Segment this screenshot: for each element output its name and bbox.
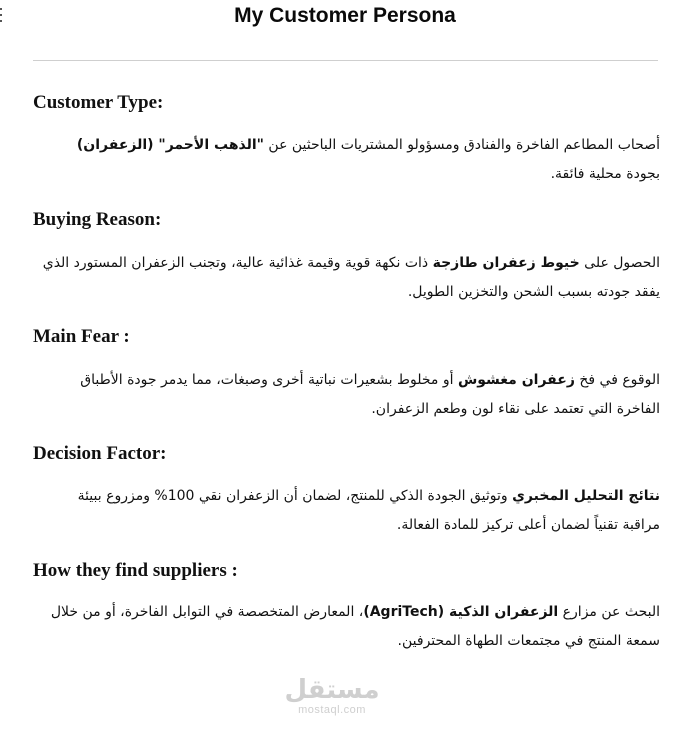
heading-find-suppliers: How they find suppliers : (33, 560, 238, 581)
text-run: أصحاب المطاعم الفاخرة والفنادق ومسؤولو المشتريات الباحثين عن (263, 137, 660, 153)
text-run: بجودة محلية فائقة. (550, 166, 660, 182)
watermark-logo: مستقل (284, 675, 380, 705)
text-run: الوقوع في فخ (574, 372, 660, 388)
bold-run: خيوط زعفران طازجة (432, 255, 580, 271)
paragraph-customer-type (40, 131, 660, 189)
paragraph-decision-factor (40, 482, 660, 540)
heading-customer-type: Customer Type: (33, 92, 164, 113)
text-run: أو مخلوط بشعيرات نباتية أخرى وصبغات، مما يدمر جودة الأطباق الفاخرة التي تعتمد على نقاء لون وطعم الزعفران. (80, 372, 660, 417)
page-title: My Customer Persona (234, 4, 456, 27)
watermark-domain: mostaql.com (298, 704, 366, 716)
paragraph-buying-reason (40, 249, 660, 307)
text-run: الحصول على (579, 255, 660, 271)
bold-run: "الذهب الأحمر" (الزعفران) (76, 137, 264, 153)
paragraph-find-suppliers (40, 598, 660, 656)
bold-run: نتائج التحليل المخبري (512, 488, 660, 504)
heading-decision-factor: Decision Factor: (33, 443, 167, 464)
heading-buying-reason: Buying Reason: (33, 209, 162, 230)
text-run: ذات نكهة قوية وقيمة غذائية عالية، وتجنب الزعفران المستورد الذي يفقد جودته بسبب الشحن والتخزين الطويل. (42, 255, 660, 300)
watermark (284, 676, 380, 716)
text-run: وتوثيق الجودة الذكي للمنتج، لضمان أن الزعفران نقي 100% ومزروع ببيئة مراقبة تقنياً لضمان أعلى تركيز للمادة الفعالة. (77, 488, 660, 533)
bold-run: زعفران مغشوش (457, 372, 575, 388)
text-run: البحث عن مزارع (558, 604, 660, 620)
paragraph-main-fear (40, 366, 660, 424)
text-run: ، المعارض المتخصصة في التوابل الفاخرة، أو من خلال سمعة المنتج في مجتمعات الطهاة المحترفين. (50, 604, 660, 649)
bold-run: الزعفران الذكية (AgriTech) (363, 604, 559, 620)
heading-main-fear: Main Fear : (33, 326, 130, 347)
title-divider (33, 60, 658, 61)
